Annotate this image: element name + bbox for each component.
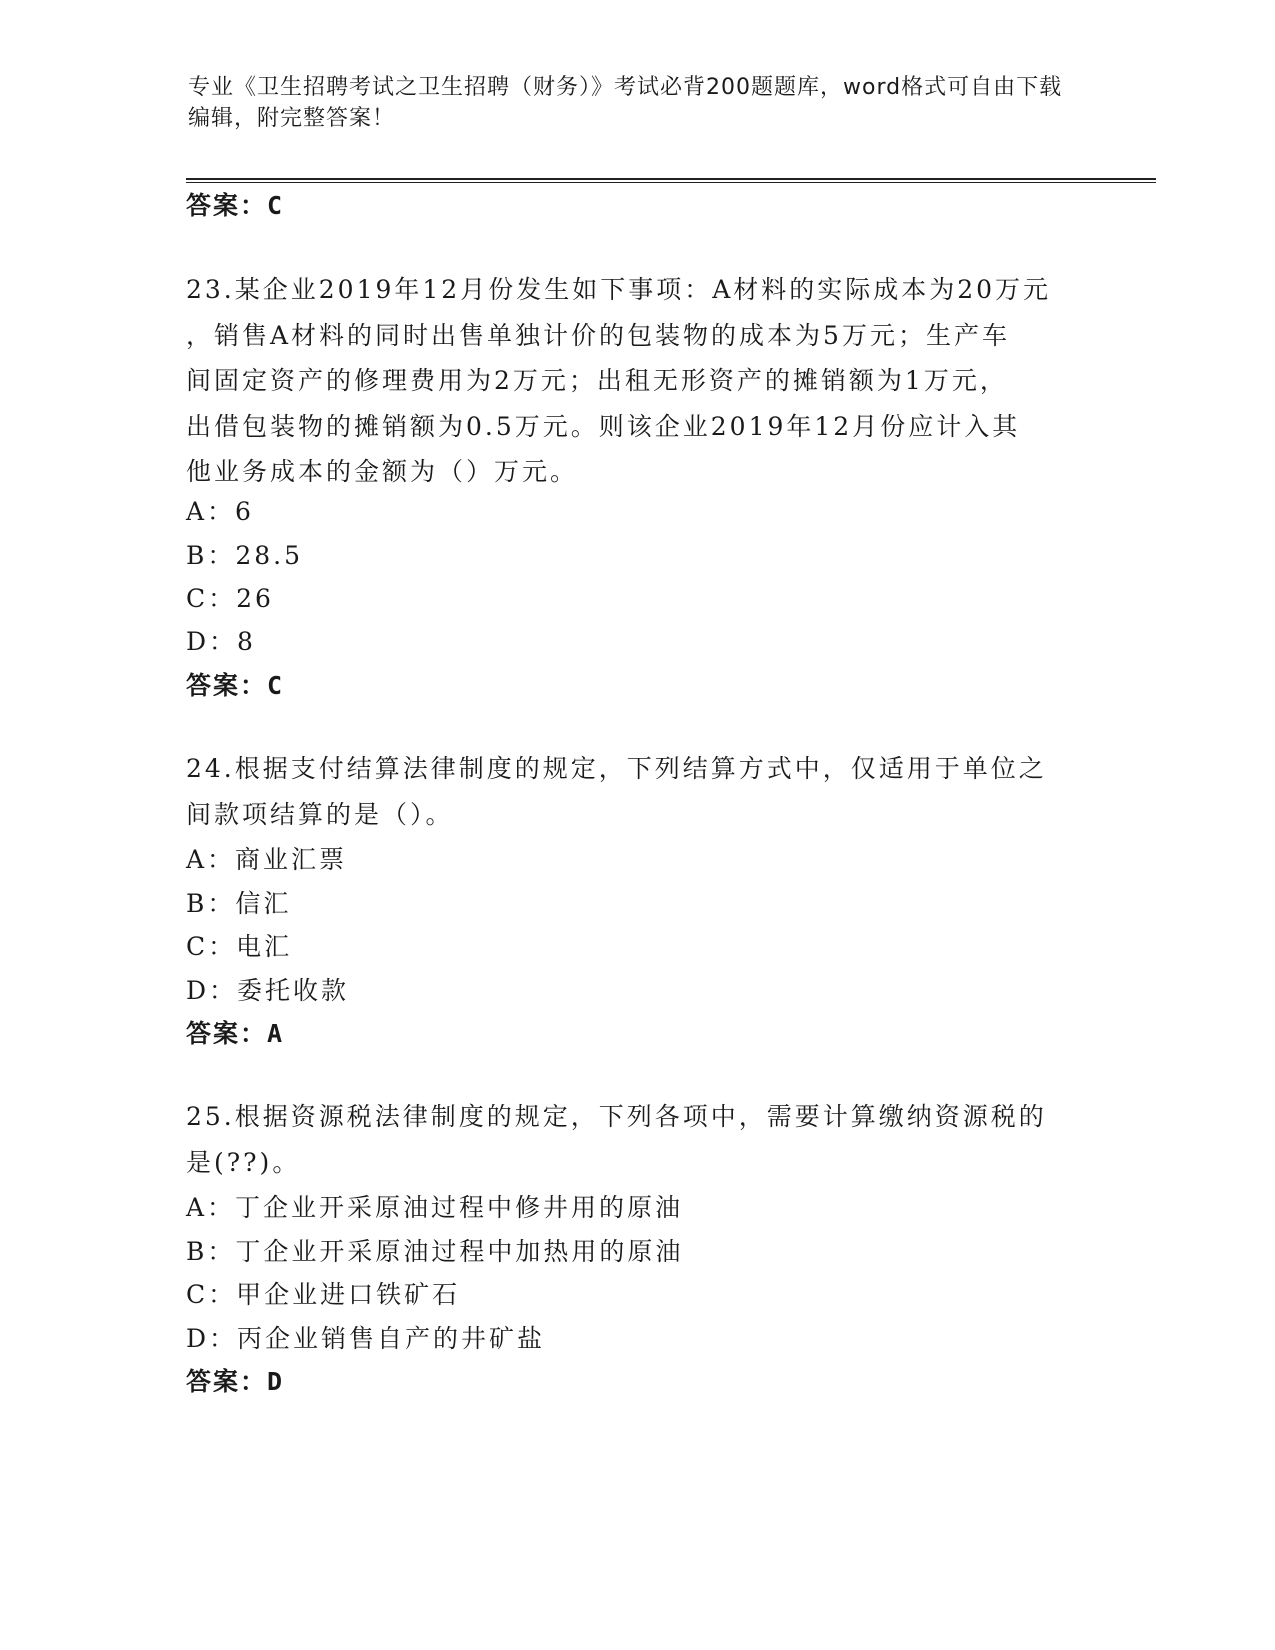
question-line: 间固定资产的修理费用为2万元；出租无形资产的摊销额为1万元， — [186, 366, 1008, 395]
option-b: B：28.5 — [186, 541, 304, 570]
question-line: 23.某企业2019年12月份发生如下事项：A材料的实际成本为20万元 — [186, 275, 1052, 304]
previous-answer: 答案：C — [186, 191, 285, 220]
answer-24: 答案：A — [186, 1019, 285, 1048]
question-23 — [186, 267, 1091, 495]
question-line: 25.根据资源税法律制度的规定，下列各项中，需要计算缴纳资源税的 — [186, 1102, 1047, 1131]
option-c: C：26 — [186, 584, 274, 613]
option-a: A：6 — [186, 497, 254, 526]
question-line: 是(??)。 — [186, 1147, 301, 1177]
option-d: D：委托收款 — [186, 976, 350, 1005]
question-line: ，销售A材料的同时出售单独计价的包装物的成本为5万元；生产车 — [186, 320, 1010, 350]
option-a: A：丁企业开采原油过程中修井用的原油 — [186, 1193, 684, 1222]
answer-25: 答案：D — [186, 1367, 285, 1396]
answer-23: 答案：C — [186, 671, 285, 700]
option-d: D：8 — [186, 627, 256, 656]
question-25 — [186, 1094, 1091, 1185]
question-line: 出借包装物的摊销额为0.5万元。则该企业2019年12月份应计入其 — [186, 411, 1021, 441]
header-divider-thin — [186, 182, 1156, 183]
option-b: B：信汇 — [186, 889, 292, 918]
option-c: C：甲企业进口铁矿石 — [186, 1280, 461, 1309]
option-d: D：丙企业销售自产的井矿盐 — [186, 1324, 546, 1353]
header-divider-thick — [186, 178, 1156, 180]
question-24 — [186, 746, 1091, 837]
option-b: B：丁企业开采原油过程中加热用的原油 — [186, 1237, 684, 1266]
question-line: 间款项结算的是（）。 — [186, 799, 454, 829]
option-c: C：电汇 — [186, 932, 293, 961]
question-line: 24.根据支付结算法律制度的规定，下列结算方式中，仅适用于单位之 — [186, 754, 1047, 783]
option-a: A：商业汇票 — [186, 845, 348, 874]
document-header: 专业《卫生招聘考试之卫生招聘（财务）》考试必背200题题库，word格式可自由下载编辑，附完整答案！ — [188, 75, 1063, 131]
question-line: 他业务成本的金额为（）万元。 — [186, 457, 579, 486]
